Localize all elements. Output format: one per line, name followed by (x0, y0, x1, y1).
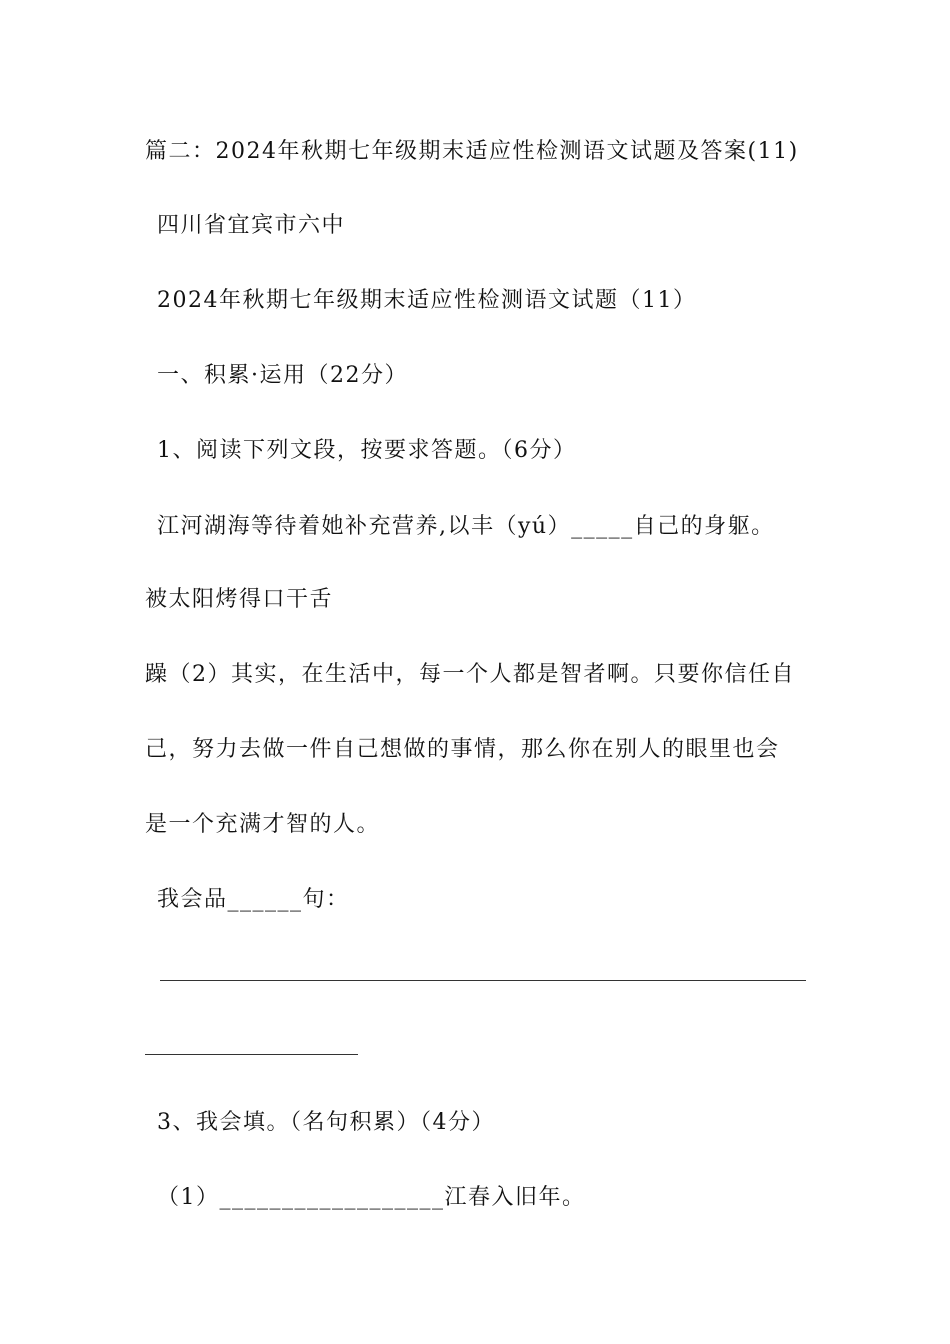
section-heading: 一、积累·运用（22分） (157, 363, 408, 388)
school-name: 四川省宜宾市六中 (157, 213, 346, 238)
question-2-prompt: 我会品______句： (157, 887, 350, 912)
passage-line-5: 是一个充满才智的人。 (145, 812, 381, 837)
question-3-item-1: （1）__________________江春入旧年。 (157, 1185, 586, 1210)
passage-line-2: 被太阳烤得口干舌 (145, 587, 334, 612)
document-title: 篇二：2024年秋期七年级期末适应性检测语文试题及答案(11) (145, 139, 799, 164)
answer-line-1[interactable] (160, 980, 806, 981)
passage-line-1: 江河湖海等待着她补充营养,以丰（yú）_____自己的身躯。 (157, 514, 775, 539)
answer-line-2[interactable] (145, 1054, 358, 1055)
question-3: 3、我会填。（名句积累）（4分） (157, 1110, 495, 1135)
question-1: 1、阅读下列文段，按要求答题。（6分） (157, 438, 577, 463)
exam-title: 2024年秋期七年级期末适应性检测语文试题（11） (157, 288, 697, 313)
passage-line-3: 躁（2）其实，在生活中，每一个人都是智者啊。只要你信任自 (145, 662, 795, 687)
passage-line-4: 己，努力去做一件自己想做的事情，那么你在别人的眼里也会 (145, 737, 780, 762)
